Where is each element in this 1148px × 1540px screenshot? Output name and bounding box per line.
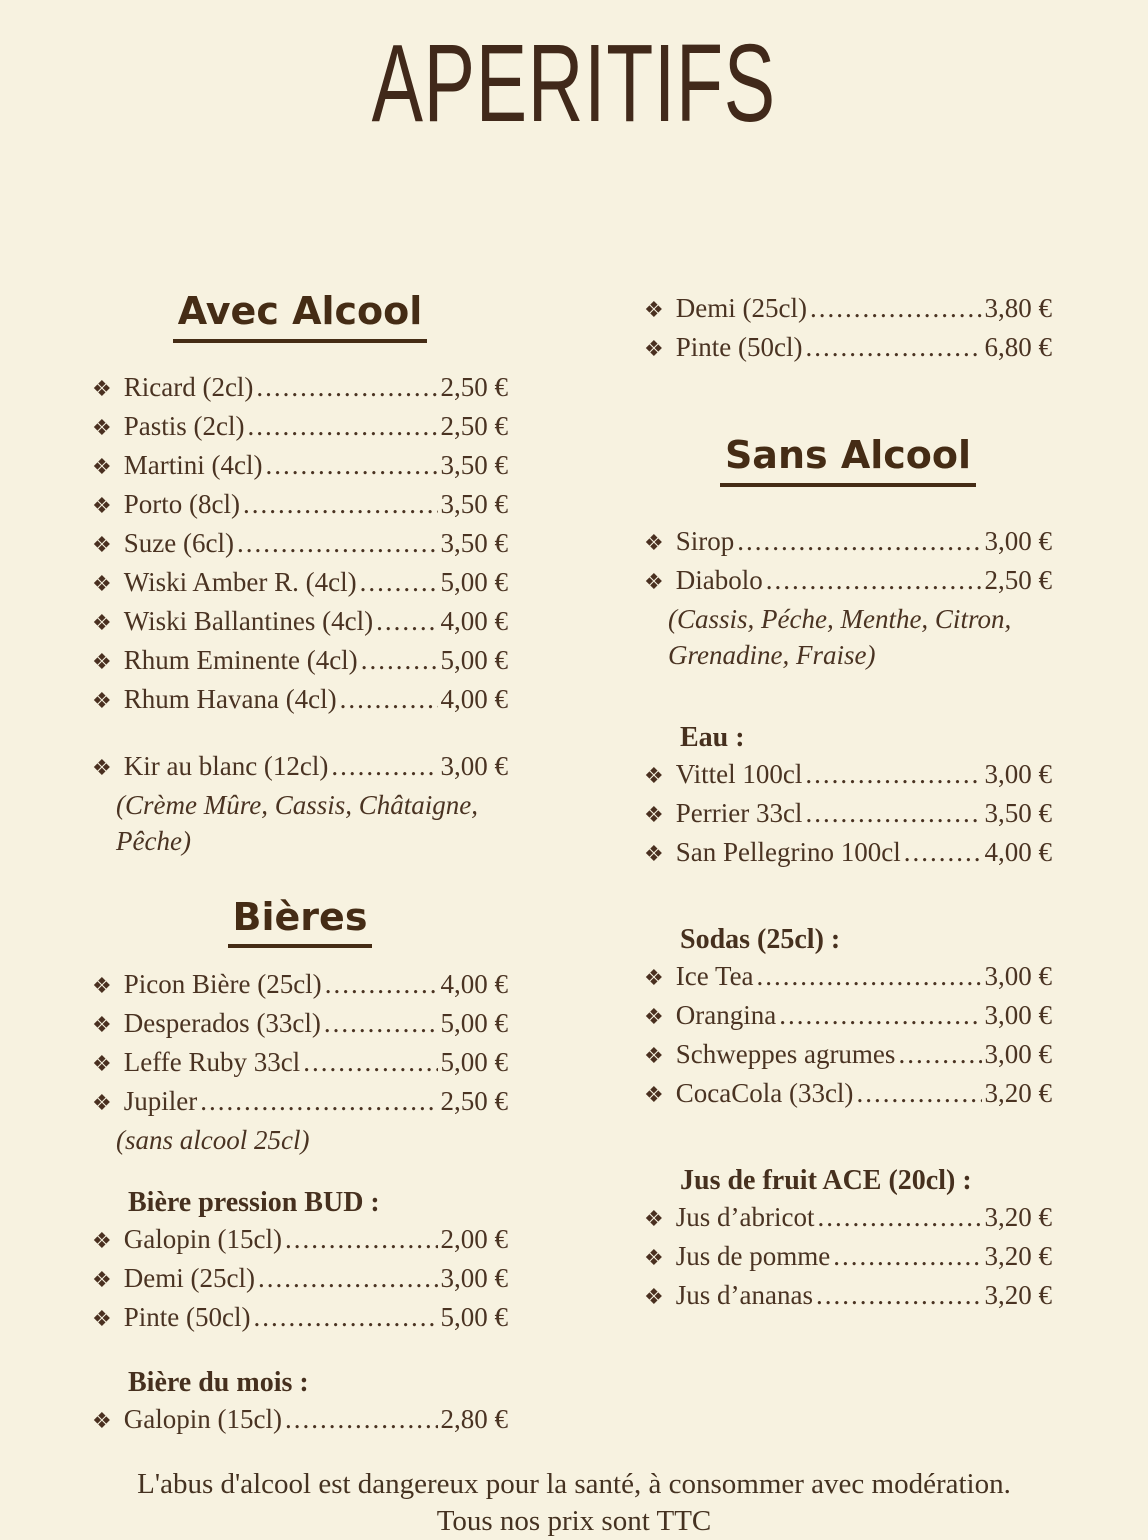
diamond-bullet-icon: ❖: [644, 763, 664, 789]
diamond-bullet-icon: ❖: [92, 493, 112, 519]
diamond-bullet-icon: ❖: [92, 1013, 112, 1038]
menu-item: [92, 1044, 508, 1083]
diamond-bullet-icon: ❖: [92, 1409, 112, 1434]
diamond-bullet-icon: ❖: [92, 1268, 112, 1293]
item-price: 2,50 €: [440, 371, 508, 402]
dot-leader: [243, 486, 438, 523]
item-name: San Pellegrino 100cl: [675, 836, 901, 867]
item-price: 3,00 €: [984, 999, 1052, 1030]
item-price: 3,50 €: [440, 527, 508, 558]
item-name: Ice Tea: [675, 960, 754, 991]
item-name: Demi (25cl): [675, 293, 807, 323]
diamond-bullet-icon: ❖: [92, 415, 112, 441]
item-price: 3,00 €: [984, 525, 1052, 556]
menu-item: [92, 1299, 508, 1338]
footer-warning: L'abus d'alcool est dangereux pour la santé, à consommer avec modération.: [137, 1468, 1011, 1500]
dot-leader: [833, 1238, 981, 1275]
item-name: Rhum Havana (4cl): [123, 683, 337, 714]
page-title-wrap: [0, 0, 1148, 160]
item-price: 5,00 €: [440, 644, 508, 675]
menu-item: [644, 290, 1052, 329]
item-name: Leffe Ruby 33cl: [123, 1047, 301, 1077]
item-name: Rhum Eminente (4cl): [123, 644, 358, 675]
menu-item: [644, 562, 1052, 601]
section-kir: [92, 748, 508, 859]
item-price: 4,00 €: [440, 969, 508, 999]
menu-item: [92, 603, 508, 642]
menu-item: [92, 447, 508, 486]
diamond-bullet-icon: ❖: [644, 1245, 664, 1271]
dot-leader: [247, 408, 437, 445]
dot-leader: [285, 1221, 438, 1258]
menu-columns: [0, 288, 1148, 1440]
dot-leader: [805, 795, 981, 832]
dot-leader: [904, 834, 982, 871]
menu-item: [92, 748, 508, 787]
item-price: 4,00 €: [440, 683, 508, 714]
dot-leader: [816, 1277, 982, 1314]
section-sodas: [644, 921, 1052, 1114]
dot-leader: [324, 1005, 438, 1042]
diamond-bullet-icon: ❖: [644, 1206, 664, 1232]
dot-leader: [361, 642, 438, 679]
item-name: Vittel 100cl: [675, 758, 803, 789]
diamond-bullet-icon: ❖: [644, 1082, 664, 1108]
item-price: 3,00 €: [440, 1263, 508, 1293]
menu-item: [644, 1075, 1052, 1114]
item-price: 3,50 €: [440, 449, 508, 480]
diamond-bullet-icon: ❖: [92, 610, 112, 636]
diamond-bullet-icon: ❖: [644, 569, 664, 595]
menu-item: [92, 642, 508, 681]
menu-item: [644, 756, 1052, 795]
section-jus: [644, 1162, 1052, 1316]
dot-leader: [737, 523, 981, 560]
item-name: Picon Bière (25cl): [123, 969, 322, 999]
diamond-bullet-icon: ❖: [92, 688, 112, 714]
item-note: (sans alcool 25cl): [116, 1125, 310, 1155]
item-price: 2,80 €: [440, 1404, 508, 1434]
menu-item: [644, 1036, 1052, 1075]
item-name: Martini (4cl): [123, 449, 263, 480]
item-price: 5,00 €: [440, 566, 508, 597]
item-price: 5,00 €: [440, 1008, 508, 1038]
item-name: Jus d’ananas: [675, 1279, 813, 1310]
item-name: Diabolo: [675, 564, 763, 595]
dot-leader: [253, 1299, 437, 1336]
dot-leader: [779, 997, 981, 1034]
dot-leader: [340, 681, 438, 718]
footer-ttc: Tous nos prix sont TTC: [436, 1505, 712, 1537]
item-name: Suze (6cl): [123, 527, 234, 558]
item-name: Porto (8cl): [123, 488, 240, 519]
menu-item: [644, 1277, 1052, 1316]
diamond-bullet-icon: ❖: [644, 298, 664, 323]
dot-leader: [237, 525, 438, 562]
item-name: Wiski Ballantines (4cl): [123, 605, 374, 636]
menu-item: [644, 1238, 1052, 1277]
item-price: 5,00 €: [440, 1302, 508, 1332]
item-price: 2,50 €: [440, 410, 508, 441]
diamond-bullet-icon: ❖: [92, 454, 112, 480]
menu-item: [92, 1260, 508, 1299]
item-name: Desperados (33cl): [123, 1008, 321, 1038]
dot-leader: [817, 1199, 981, 1236]
item-name: Jupiler: [123, 1086, 198, 1116]
diamond-bullet-icon: ❖: [92, 649, 112, 675]
section-heading-avec-alcool: Avec Alcool: [173, 288, 428, 343]
subsection-heading-mois: Bière du mois :: [128, 1367, 309, 1398]
dot-leader: [325, 966, 438, 1003]
item-price: 3,00 €: [984, 758, 1052, 789]
section-heading-sans-alcool: Sans Alcool: [720, 432, 976, 487]
item-price: 3,20 €: [984, 1240, 1052, 1271]
item-name: Pastis (2cl): [123, 410, 245, 441]
dot-leader: [805, 756, 981, 793]
menu-item: [92, 1005, 508, 1044]
menu-item: [92, 564, 508, 603]
footer: [0, 1466, 1148, 1540]
dot-leader: [285, 1401, 438, 1438]
section-biere-pression: [92, 1184, 508, 1338]
section-pression-suite: [644, 290, 1052, 368]
dot-leader: [376, 603, 437, 640]
diamond-bullet-icon: ❖: [92, 1307, 112, 1332]
item-price: 3,00 €: [984, 1038, 1052, 1069]
item-name: Orangina: [675, 999, 777, 1030]
item-price: 3,00 €: [984, 960, 1052, 991]
menu-item: [644, 329, 1052, 368]
diamond-bullet-icon: ❖: [644, 1043, 664, 1069]
dot-leader: [898, 1036, 981, 1073]
item-price: 2,00 €: [440, 1224, 508, 1254]
item-name: Schweppes agrumes: [675, 1038, 896, 1069]
menu-item: [644, 997, 1052, 1036]
item-price: 3,20 €: [984, 1077, 1052, 1108]
menu-item: [92, 525, 508, 564]
item-price: 2,50 €: [440, 1086, 508, 1116]
menu-item: [92, 369, 508, 408]
menu-item: [92, 408, 508, 447]
item-price: 3,80 €: [984, 293, 1052, 323]
menu-item: [92, 1083, 508, 1122]
menu-item: [644, 523, 1052, 562]
item-name: Galopin (15cl): [123, 1224, 282, 1254]
section-heading-bieres: Bières: [228, 894, 373, 949]
section-biere-du-mois: [92, 1364, 508, 1440]
section-avec-alcool: [92, 288, 508, 720]
item-price: 5,00 €: [440, 1047, 508, 1077]
section-eau: [644, 719, 1052, 873]
item-price: 3,20 €: [984, 1279, 1052, 1310]
column-right: [644, 288, 1052, 1440]
item-name: Pinte (50cl): [123, 1302, 251, 1332]
item-price: 3,50 €: [440, 488, 508, 519]
dot-leader: [200, 1083, 437, 1120]
diamond-bullet-icon: ❖: [92, 376, 112, 402]
section-bieres: [92, 894, 508, 1159]
item-price: 3,50 €: [984, 797, 1052, 828]
dot-leader: [360, 564, 438, 601]
diamond-bullet-icon: ❖: [92, 532, 112, 558]
item-price: 2,50 €: [984, 564, 1052, 595]
subsection-heading-sodas: Sodas (25cl) :: [680, 923, 841, 955]
item-name: Jus de pomme: [675, 1240, 831, 1271]
item-price: 4,00 €: [440, 605, 508, 636]
dot-leader: [265, 447, 437, 484]
item-name: Wiski Amber R. (4cl): [123, 566, 357, 597]
dot-leader: [805, 329, 981, 366]
diamond-bullet-icon: ❖: [92, 1091, 112, 1116]
dot-leader: [303, 1044, 437, 1081]
item-name: Demi (25cl): [123, 1263, 255, 1293]
menu-item: [644, 958, 1052, 997]
subsection-heading-pression: Bière pression BUD :: [128, 1187, 380, 1218]
diamond-bullet-icon: ❖: [644, 802, 664, 828]
dot-leader: [856, 1075, 981, 1112]
item-name: Pinte (50cl): [675, 332, 803, 362]
diamond-bullet-icon: ❖: [92, 1229, 112, 1254]
item-note: (Cassis, Péche, Menthe, Citron, Grenadine, Fraise): [668, 603, 1012, 670]
dot-leader: [258, 1260, 438, 1297]
diamond-bullet-icon: ❖: [644, 337, 664, 362]
page-title: APERITIFS: [371, 22, 777, 145]
item-name: Kir au blanc (12cl): [123, 750, 329, 781]
item-name: CocaCola (33cl): [675, 1077, 854, 1108]
diamond-bullet-icon: ❖: [644, 965, 664, 991]
item-price: 6,80 €: [984, 332, 1052, 362]
dot-leader: [256, 369, 437, 406]
diamond-bullet-icon: ❖: [644, 1004, 664, 1030]
diamond-bullet-icon: ❖: [644, 530, 664, 556]
item-price: 3,20 €: [984, 1201, 1052, 1232]
dot-leader: [810, 290, 982, 327]
menu-item: [644, 834, 1052, 873]
item-name: Perrier 33cl: [675, 797, 803, 828]
subsection-heading-eau: Eau :: [680, 721, 745, 753]
diamond-bullet-icon: ❖: [92, 755, 112, 781]
menu-item: [644, 1199, 1052, 1238]
item-note: (Crème Mûre, Cassis, Châtaigne, Pêche): [116, 789, 478, 856]
diamond-bullet-icon: ❖: [92, 571, 112, 597]
dot-leader: [331, 748, 437, 785]
diamond-bullet-icon: ❖: [92, 1052, 112, 1077]
diamond-bullet-icon: ❖: [92, 974, 112, 999]
menu-item: [92, 1221, 508, 1260]
dot-leader: [766, 562, 982, 599]
item-price: 3,00 €: [440, 750, 508, 781]
menu-item: [644, 795, 1052, 834]
subsection-heading-jus: Jus de fruit ACE (20cl) :: [680, 1164, 972, 1196]
diamond-bullet-icon: ❖: [644, 1284, 664, 1310]
item-name: Ricard (2cl): [123, 371, 254, 402]
column-left: [92, 288, 508, 1440]
menu-item: [92, 486, 508, 525]
section-sans-alcool: [644, 432, 1052, 673]
diamond-bullet-icon: ❖: [644, 841, 664, 867]
item-name: Sirop: [675, 525, 735, 556]
dot-leader: [757, 958, 982, 995]
item-price: 4,00 €: [984, 836, 1052, 867]
item-name: Jus d’abricot: [675, 1201, 815, 1232]
menu-item: [92, 681, 508, 720]
menu-item: [92, 1401, 508, 1440]
item-name: Galopin (15cl): [123, 1404, 282, 1434]
menu-item: [92, 966, 508, 1005]
